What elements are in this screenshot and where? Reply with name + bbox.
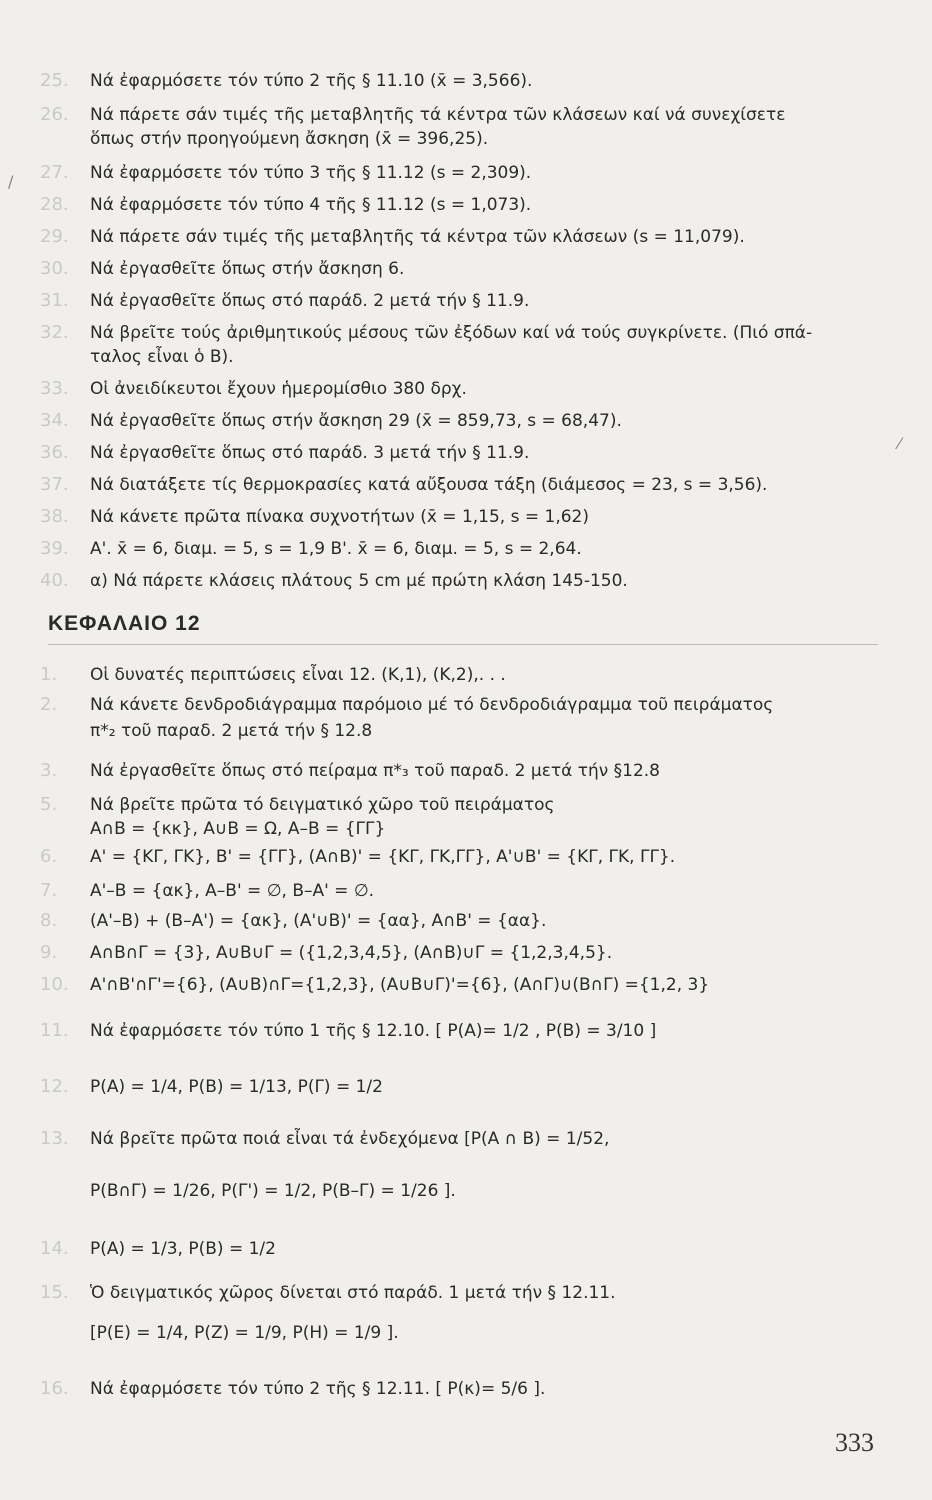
item-continuation: Α∩Β = {κκ}, Α∪Β = Ω, Α–Β = {ΓΓ} (90, 819, 386, 839)
item-number: 39. (40, 538, 69, 559)
chapter-heading: ΚΕΦΑΛΑΙΟ 12 (48, 612, 878, 645)
item-text: Α'–Β = {ακ}, Α–Β' = ∅, Β–Α' = ∅. (90, 881, 375, 901)
item-number: 10. (40, 974, 69, 995)
page-number: 333 (835, 1428, 874, 1457)
item-number: 5. (40, 794, 58, 815)
item-text: Οἱ ἀνειδίκευτοι ἔχουν ἡμερομίσθιο 380 δρχ. (90, 379, 467, 399)
item-number: 12. (40, 1076, 69, 1097)
item-text: Νά ἐφαρμόσετε τόν τύπο 2 τῆς § 12.11. [ P(κ)= 5/6 ]. (90, 1379, 546, 1399)
item-text: Νά διατάξετε τίς θερμοκρασίες κατά αὔξουσα τάξη (διάμεσος = 23, s = 3,56). (90, 475, 768, 495)
item-number: 14. (40, 1238, 69, 1259)
item-text: Νά βρεῖτε πρῶτα τό δειγματικό χῶρο τοῦ πειράματος (90, 795, 555, 815)
item-number: 16. (40, 1378, 69, 1399)
item-text: α) Νά πάρετε κλάσεις πλάτους 5 cm μέ πρώτη κλάση 145-150. (90, 571, 628, 591)
item-number: 29. (40, 226, 69, 247)
item-number: 40. (40, 570, 69, 591)
margin-mark: ⁄ (898, 434, 901, 453)
item-number: 13. (40, 1128, 69, 1149)
item-number: 26. (40, 104, 69, 125)
margin-mark: / (8, 172, 14, 191)
item-text: Νά ἐργασθεῖτε ὅπως στήν ἄσκηση 6. (90, 259, 405, 279)
item-number: 38. (40, 506, 69, 527)
item-text: Νά κάνετε πρῶτα πίνακα συχνοτήτων (x̄ = 1,15, s = 1,62) (90, 507, 589, 527)
item-text: Α' = {ΚΓ, ΓΚ}, Β' = {ΓΓ}, (Α∩Β)' = {ΚΓ, ΓΚ,ΓΓ}, Α'∪Β' = {ΚΓ, ΓΚ, ΓΓ}. (90, 847, 676, 867)
item-text: Νά πάρετε σάν τιμές τῆς μεταβλητῆς τά κέντρα τῶν κλάσεων (s = 11,079). (90, 227, 745, 247)
item-number: 37. (40, 474, 69, 495)
item-number: 34. (40, 410, 69, 431)
item-text: Νά ἐργασθεῖτε ὅπως στό παράδ. 3 μετά τήν § 11.9. (90, 443, 530, 463)
item-text: Νά ἐφαρμόσετε τόν τύπο 2 τῆς § 11.10 (x̄ = 3,566). (90, 71, 533, 91)
item-number: 31. (40, 290, 69, 311)
item-text: Α'∩Β'∩Γ'={6}, (Α∪Β)∩Γ={1,2,3}, (Α∪Β∪Γ)'={6}, (Α∩Γ)∪(Β∩Γ) ={1,2, 3} (90, 975, 710, 995)
item-text: P(A) = 1/3, P(B) = 1/2 (90, 1239, 276, 1259)
item-text: Νά ἐφαρμόσετε τόν τύπο 4 τῆς § 11.12 (s = 1,073). (90, 195, 532, 215)
item-text: Ὁ δειγματικός χῶρος δίνεται στό παράδ. 1 μετά τήν § 12.11. (90, 1283, 616, 1303)
item-continuation: [P(E) = 1/4, P(Z) = 1/9, P(H) = 1/9 ]. (90, 1323, 399, 1343)
item-number: 1. (40, 664, 58, 685)
item-text: Νά ἐργασθεῖτε ὅπως στήν ἄσκηση 29 (x̄ = 859,73, s = 68,47). (90, 411, 622, 431)
item-continuation: π*₂ τοῦ παραδ. 2 μετά τήν § 12.8 (90, 721, 373, 741)
item-number: 36. (40, 442, 69, 463)
item-number: 32. (40, 322, 69, 343)
item-text: Α'. x̄ = 6, διαμ. = 5, s = 1,9 Β'. x̄ = 6, διαμ. = 5, s = 2,64. (90, 539, 582, 559)
item-continuation: ταλος εἶναι ὁ Β). (90, 347, 234, 367)
item-number: 2. (40, 694, 58, 715)
item-number: 9. (40, 942, 58, 963)
item-text: Νά ἐφαρμόσετε τόν τύπο 1 τῆς § 12.10. [ P(A)= 1/2 , P(B) = 3/10 ] (90, 1021, 657, 1041)
item-number: 30. (40, 258, 69, 279)
item-text: Νά ἐφαρμόσετε τόν τύπο 3 τῆς § 11.12 (s = 2,309). (90, 163, 532, 183)
item-text: Νά βρεῖτε τούς ἀριθμητικούς μέσους τῶν ἐξόδων καί νά τούς συγκρίνετε. (Πιό σπά- (90, 323, 813, 343)
item-number: 28. (40, 194, 69, 215)
item-text: Νά ἐργασθεῖτε ὅπως στό παράδ. 2 μετά τήν § 11.9. (90, 291, 530, 311)
item-number: 33. (40, 378, 69, 399)
item-text: Νά βρεῖτε πρῶτα ποιά εἶναι τά ἐνδεχόμενα [P(A ∩ B) = 1/52, (90, 1129, 610, 1149)
item-number: 6. (40, 846, 58, 867)
item-number: 11. (40, 1020, 69, 1041)
item-text: (Α'–Β) + (Β–Α') = {ακ}, (Α'∪Β)' = {αα}, Α∩Β' = {αα}. (90, 911, 547, 931)
item-text: Νά πάρετε σάν τιμές τῆς μεταβλητῆς τά κέντρα τῶν κλάσεων καί νά συνεχίσετε (90, 105, 786, 125)
item-number: 8. (40, 910, 58, 931)
item-text: Οἱ δυνατές περιπτώσεις εἶναι 12. (Κ,1), (Κ,2),. . . (90, 665, 506, 685)
item-number: 3. (40, 760, 58, 781)
item-continuation: P(B∩Γ) = 1/26, P(Γ') = 1/2, P(B–Γ) = 1/26 ]. (90, 1181, 456, 1201)
item-number: 15. (40, 1282, 69, 1303)
item-number: 7. (40, 880, 58, 901)
item-text: P(A) = 1/4, P(B) = 1/13, P(Γ) = 1/2 (90, 1077, 383, 1097)
item-text: Α∩Β∩Γ = {3}, Α∪Β∪Γ = ({1,2,3,4,5}, (Α∩Β)∪Γ = {1,2,3,4,5}. (90, 943, 613, 963)
item-continuation: ὅπως στήν προηγούμενη ἄσκηση (x̄ = 396,25). (90, 129, 489, 149)
item-text: Νά κάνετε δενδροδιάγραμμα παρόμοιο μέ τό δενδροδιάγραμμα τοῦ πειράματος (90, 695, 774, 715)
item-text: Νά ἐργασθεῖτε ὅπως στό πείραμα π*₃ τοῦ παραδ. 2 μετά τήν §12.8 (90, 761, 660, 781)
item-number: 25. (40, 70, 69, 91)
item-number: 27. (40, 162, 69, 183)
